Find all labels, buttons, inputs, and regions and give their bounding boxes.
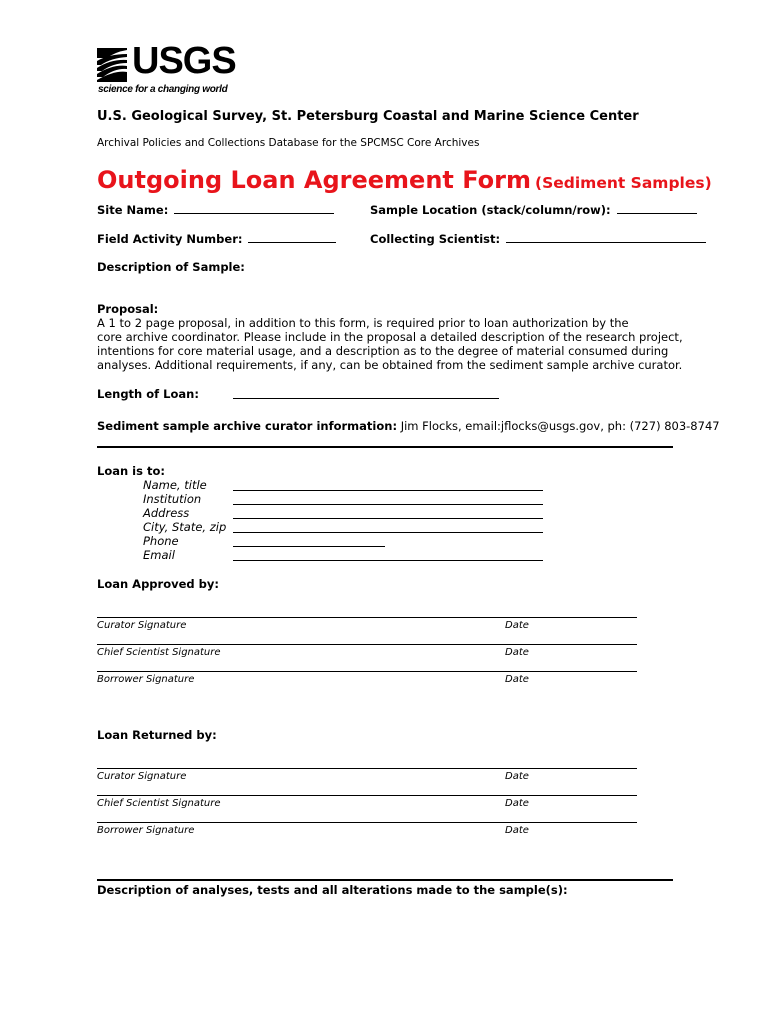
curator-info-label: Sediment sample archive curator information: bbox=[97, 419, 398, 433]
chief-scientist-signature-label: Chief Scientist Signature bbox=[97, 647, 221, 658]
returned-label: Loan Returned by: bbox=[97, 728, 217, 742]
loan-to-fields bbox=[143, 478, 226, 562]
curator-info bbox=[97, 419, 720, 433]
address-blank[interactable] bbox=[233, 518, 543, 519]
form-title-subtitle: (Sediment Samples) bbox=[535, 174, 712, 192]
org-subtitle: Archival Policies and Collections Database for the SPCMSC Core Archives bbox=[97, 137, 480, 149]
length-of-loan-label: Length of Loan: bbox=[97, 387, 199, 401]
name-title-blank[interactable] bbox=[233, 490, 543, 491]
date-label: Date bbox=[505, 674, 529, 685]
collecting-scientist-blank[interactable] bbox=[506, 232, 706, 243]
chief-scientist-signature-line[interactable] bbox=[97, 795, 637, 796]
proposal-line: A 1 to 2 page proposal, in addition to this form, is required prior to loan authorization by the bbox=[97, 316, 629, 330]
date-label: Date bbox=[505, 825, 529, 836]
borrower-signature-label: Borrower Signature bbox=[97, 825, 195, 836]
collecting-scientist-label: Collecting Scientist: bbox=[370, 232, 501, 246]
date-label: Date bbox=[505, 620, 529, 631]
form-title bbox=[97, 166, 712, 194]
length-of-loan-blank[interactable] bbox=[233, 398, 499, 399]
curator-signature-line[interactable] bbox=[97, 617, 637, 618]
site-name-field[interactable] bbox=[97, 203, 334, 217]
curator-signature-label: Curator Signature bbox=[97, 620, 187, 631]
chief-scientist-signature-label: Chief Scientist Signature bbox=[97, 798, 221, 809]
approved-label: Loan Approved by: bbox=[97, 577, 219, 591]
email-blank[interactable] bbox=[233, 560, 543, 561]
field-activity-blank[interactable] bbox=[248, 232, 336, 243]
section-divider bbox=[97, 446, 673, 448]
date-label: Date bbox=[505, 647, 529, 658]
email-label: Email bbox=[143, 548, 175, 562]
curator-signature-line[interactable] bbox=[97, 768, 637, 769]
name-title-label: Name, title bbox=[143, 478, 207, 492]
city-state-zip-label: City, State, zip bbox=[143, 520, 227, 534]
institution-blank[interactable] bbox=[233, 504, 543, 505]
proposal-label: Proposal: bbox=[97, 302, 159, 316]
logo-tagline: science for a changing world bbox=[98, 84, 228, 95]
borrower-signature-line[interactable] bbox=[97, 671, 637, 672]
institution-label: Institution bbox=[143, 492, 202, 506]
section-divider bbox=[97, 879, 673, 881]
date-label: Date bbox=[505, 798, 529, 809]
sample-location-blank[interactable] bbox=[617, 203, 697, 214]
site-name-label: Site Name: bbox=[97, 203, 169, 217]
org-title: U.S. Geological Survey, St. Petersburg Coastal and Marine Science Center bbox=[97, 109, 639, 124]
analyses-label: Description of analyses, tests and all alterations made to the sample(s): bbox=[97, 883, 568, 897]
curator-info-value: Jim Flocks, email:jflocks@usgs.gov, ph: (727) 803-8747 bbox=[400, 419, 720, 433]
borrower-signature-label: Borrower Signature bbox=[97, 674, 195, 685]
chief-scientist-signature-line[interactable] bbox=[97, 644, 637, 645]
date-label: Date bbox=[505, 771, 529, 782]
proposal-text bbox=[97, 316, 697, 372]
field-activity-label: Field Activity Number: bbox=[97, 232, 243, 246]
address-label: Address bbox=[143, 506, 190, 520]
sample-location-field[interactable] bbox=[370, 203, 697, 217]
logo-wordmark: USGS bbox=[132, 40, 236, 82]
form-title-main: Outgoing Loan Agreement Form bbox=[97, 166, 531, 194]
site-name-blank[interactable] bbox=[174, 203, 334, 214]
phone-label: Phone bbox=[143, 534, 179, 548]
loan-to-label: Loan is to: bbox=[97, 464, 165, 478]
city-state-zip-blank[interactable] bbox=[233, 532, 543, 533]
description-label: Description of Sample: bbox=[97, 260, 245, 274]
sample-location-label: Sample Location (stack/column/row): bbox=[370, 203, 611, 217]
phone-blank[interactable] bbox=[233, 546, 385, 547]
proposal-line: analyses. Additional requirements, if any, can be obtained from the sediment sample archive curator. bbox=[97, 358, 683, 372]
field-activity-field[interactable] bbox=[97, 232, 336, 246]
proposal-line: core archive coordinator. Please include in the proposal a detailed description of the research project, bbox=[97, 330, 683, 344]
collecting-scientist-field[interactable] bbox=[370, 232, 706, 246]
borrower-signature-line[interactable] bbox=[97, 822, 637, 823]
proposal-line: intentions for core material usage, and a description as to the degree of material consumed during bbox=[97, 344, 669, 358]
curator-signature-label: Curator Signature bbox=[97, 771, 187, 782]
